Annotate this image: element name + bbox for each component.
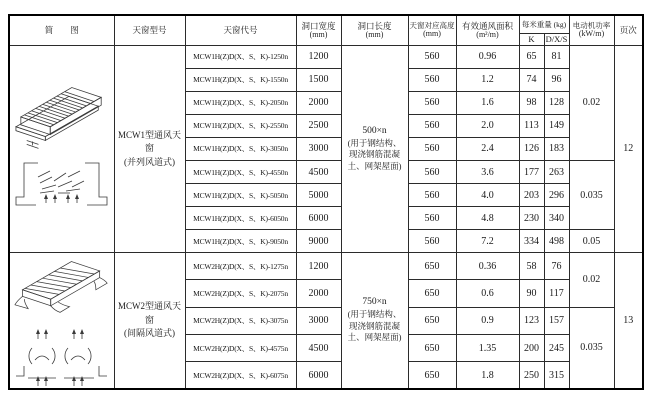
model-cell xyxy=(114,253,185,389)
table-row xyxy=(9,253,643,280)
area-cell: 4.0 xyxy=(456,184,519,207)
height-cell: 560 xyxy=(408,137,456,160)
weight-k-cell: 90 xyxy=(519,280,544,307)
header-vent-area: 有效通风面积 (m²/m) xyxy=(456,15,519,45)
length-cell xyxy=(341,253,408,389)
diagram-cell-mcw2 xyxy=(9,253,114,389)
width-cell: 3000 xyxy=(296,307,341,335)
height-cell: 560 xyxy=(408,91,456,114)
area-cell: 2.4 xyxy=(456,137,519,160)
weight-k-cell: 203 xyxy=(519,184,544,207)
area-cell: 0.6 xyxy=(456,280,519,307)
code-cell: MCW1H(Z)D(X、S、K)-3050n xyxy=(185,137,296,160)
height-cell: 650 xyxy=(408,307,456,335)
mcw2-diagrams xyxy=(11,254,113,388)
header-motor-power: 电动机功率 (kW/m) xyxy=(569,15,614,45)
code-cell: MCW1H(Z)D(X、S、K)-2550n xyxy=(185,114,296,137)
weight-dxs-cell: 96 xyxy=(544,68,569,91)
mcw1-diagrams xyxy=(11,79,113,219)
weight-k-cell: 334 xyxy=(519,230,544,253)
weight-dxs-cell: 128 xyxy=(544,91,569,114)
header-opening-length: 洞口长度 (mm) xyxy=(341,15,408,45)
diagram-cell-mcw1 xyxy=(9,45,114,253)
weight-k-cell: 123 xyxy=(519,307,544,335)
skylight-spec-table xyxy=(8,14,644,390)
length-note: (用于钢结构、现浇钢筋混凝土、网架屋面) xyxy=(347,137,402,171)
mcw1-cross-section-diagram-icon xyxy=(14,159,109,219)
width-cell: 6000 xyxy=(296,207,341,230)
page-cell: 13 xyxy=(614,253,643,389)
table-row xyxy=(9,45,643,68)
header-window-height: 天窗对应高度 (mm) xyxy=(408,15,456,45)
code-cell: MCW1H(Z)D(X、S、K)-5050n xyxy=(185,184,296,207)
weight-dxs-cell: 498 xyxy=(544,230,569,253)
area-cell: 1.35 xyxy=(456,335,519,362)
weight-k-cell: 58 xyxy=(519,253,544,280)
header-code: 天窗代号 xyxy=(185,15,296,45)
code-cell: MCW1H(Z)D(X、S、K)-9050n xyxy=(185,230,296,253)
header-opening-width: 洞口宽度 (mm) xyxy=(296,15,341,45)
weight-k-cell: 200 xyxy=(519,335,544,362)
weight-dxs-cell: 149 xyxy=(544,114,569,137)
width-cell: 4500 xyxy=(296,161,341,184)
length-formula: 750×n xyxy=(362,297,387,308)
model-subtype: (并列风道式) xyxy=(124,156,175,167)
height-cell: 650 xyxy=(408,362,456,389)
area-cell: 3.6 xyxy=(456,161,519,184)
height-cell: 560 xyxy=(408,161,456,184)
weight-dxs-cell: 315 xyxy=(544,362,569,389)
header-page: 页次 xyxy=(614,15,643,45)
motor-power-cell: 0.05 xyxy=(569,230,614,253)
code-cell: MCW1H(Z)D(X、S、K)-6050n xyxy=(185,207,296,230)
width-cell: 6000 xyxy=(296,362,341,389)
weight-dxs-cell: 296 xyxy=(544,184,569,207)
area-cell: 0.9 xyxy=(456,307,519,335)
width-cell: 1200 xyxy=(296,45,341,68)
weight-k-cell: 98 xyxy=(519,91,544,114)
area-cell: 0.36 xyxy=(456,253,519,280)
weight-dxs-cell: 117 xyxy=(544,280,569,307)
length-note: (用于钢结构、现浇钢筋混凝土、网架屋面) xyxy=(347,309,402,343)
area-cell: 0.96 xyxy=(456,45,519,68)
header-row xyxy=(9,15,643,33)
code-cell: MCW2H(Z)D(X、S、K)-1275n xyxy=(185,253,296,280)
length-cell xyxy=(341,45,408,253)
height-cell: 560 xyxy=(408,230,456,253)
weight-k-cell: 177 xyxy=(519,161,544,184)
width-cell: 2000 xyxy=(296,91,341,114)
weight-dxs-cell: 183 xyxy=(544,137,569,160)
header-diagram: 简 图 xyxy=(9,15,114,45)
code-cell: MCW1H(Z)D(X、S、K)-1550n xyxy=(185,68,296,91)
weight-k-cell: 65 xyxy=(519,45,544,68)
header-weight-k: K xyxy=(519,33,544,45)
width-cell: 4500 xyxy=(296,335,341,362)
weight-dxs-cell: 263 xyxy=(544,161,569,184)
height-cell: 560 xyxy=(408,207,456,230)
height-cell: 650 xyxy=(408,335,456,362)
weight-dxs-cell: 245 xyxy=(544,335,569,362)
model-cell xyxy=(114,45,185,253)
weight-dxs-cell: 157 xyxy=(544,307,569,335)
area-cell: 4.8 xyxy=(456,207,519,230)
motor-power-cell: 0.02 xyxy=(569,45,614,160)
area-cell: 1.2 xyxy=(456,68,519,91)
motor-power-cell: 0.02 xyxy=(569,253,614,307)
weight-k-cell: 113 xyxy=(519,114,544,137)
weight-dxs-cell: 76 xyxy=(544,253,569,280)
weight-dxs-cell: 340 xyxy=(544,207,569,230)
area-cell: 2.0 xyxy=(456,114,519,137)
weight-k-cell: 126 xyxy=(519,137,544,160)
width-cell: 3000 xyxy=(296,137,341,160)
code-cell: MCW2H(Z)D(X、S、K)-3075n xyxy=(185,307,296,335)
code-cell: MCW2H(Z)D(X、S、K)-2075n xyxy=(185,280,296,307)
width-cell: 2500 xyxy=(296,114,341,137)
weight-k-cell: 230 xyxy=(519,207,544,230)
code-cell: MCW2H(Z)D(X、S、K)-4575n xyxy=(185,335,296,362)
height-cell: 650 xyxy=(408,280,456,307)
height-cell: 560 xyxy=(408,184,456,207)
height-cell: 560 xyxy=(408,114,456,137)
height-cell: 560 xyxy=(408,45,456,68)
motor-power-cell: 0.035 xyxy=(569,161,614,230)
weight-k-cell: 250 xyxy=(519,362,544,389)
model-subtype: (间隔风道式) xyxy=(124,328,175,339)
weight-dxs-cell: 81 xyxy=(544,45,569,68)
header-model: 天窗型号 xyxy=(114,15,185,45)
length-formula: 500×n xyxy=(362,125,387,136)
height-cell: 650 xyxy=(408,253,456,280)
width-cell: 9000 xyxy=(296,230,341,253)
width-cell: 2000 xyxy=(296,280,341,307)
code-cell: MCW2H(Z)D(X、S、K)-6075n xyxy=(185,362,296,389)
area-cell: 1.8 xyxy=(456,362,519,389)
height-cell: 560 xyxy=(408,68,456,91)
mcw2-isometric-diagram-icon xyxy=(13,254,111,318)
model-name: MCW1型通风天窗 xyxy=(117,129,181,154)
code-cell: MCW1H(Z)D(X、S、K)-2050n xyxy=(185,91,296,114)
code-cell: MCW1H(Z)D(X、S、K)-1250n xyxy=(185,45,296,68)
weight-k-cell: 74 xyxy=(519,68,544,91)
page-cell: 12 xyxy=(614,45,643,253)
motor-power-cell: 0.035 xyxy=(569,307,614,389)
model-name: MCW2型通风天窗 xyxy=(117,301,181,325)
header-weight-per-meter: 每米重量 (kg) xyxy=(519,15,569,33)
mcw2-cross-section-diagram-icon xyxy=(14,326,109,388)
code-cell: MCW1H(Z)D(X、S、K)-4550n xyxy=(185,161,296,184)
header-weight-dxs: D/X/S xyxy=(545,34,568,45)
area-cell: 1.6 xyxy=(456,91,519,114)
width-cell: 5000 xyxy=(296,184,341,207)
width-cell: 1200 xyxy=(296,253,341,280)
mcw1-isometric-diagram-icon xyxy=(13,79,111,151)
width-cell: 1500 xyxy=(296,68,341,91)
area-cell: 7.2 xyxy=(456,230,519,253)
